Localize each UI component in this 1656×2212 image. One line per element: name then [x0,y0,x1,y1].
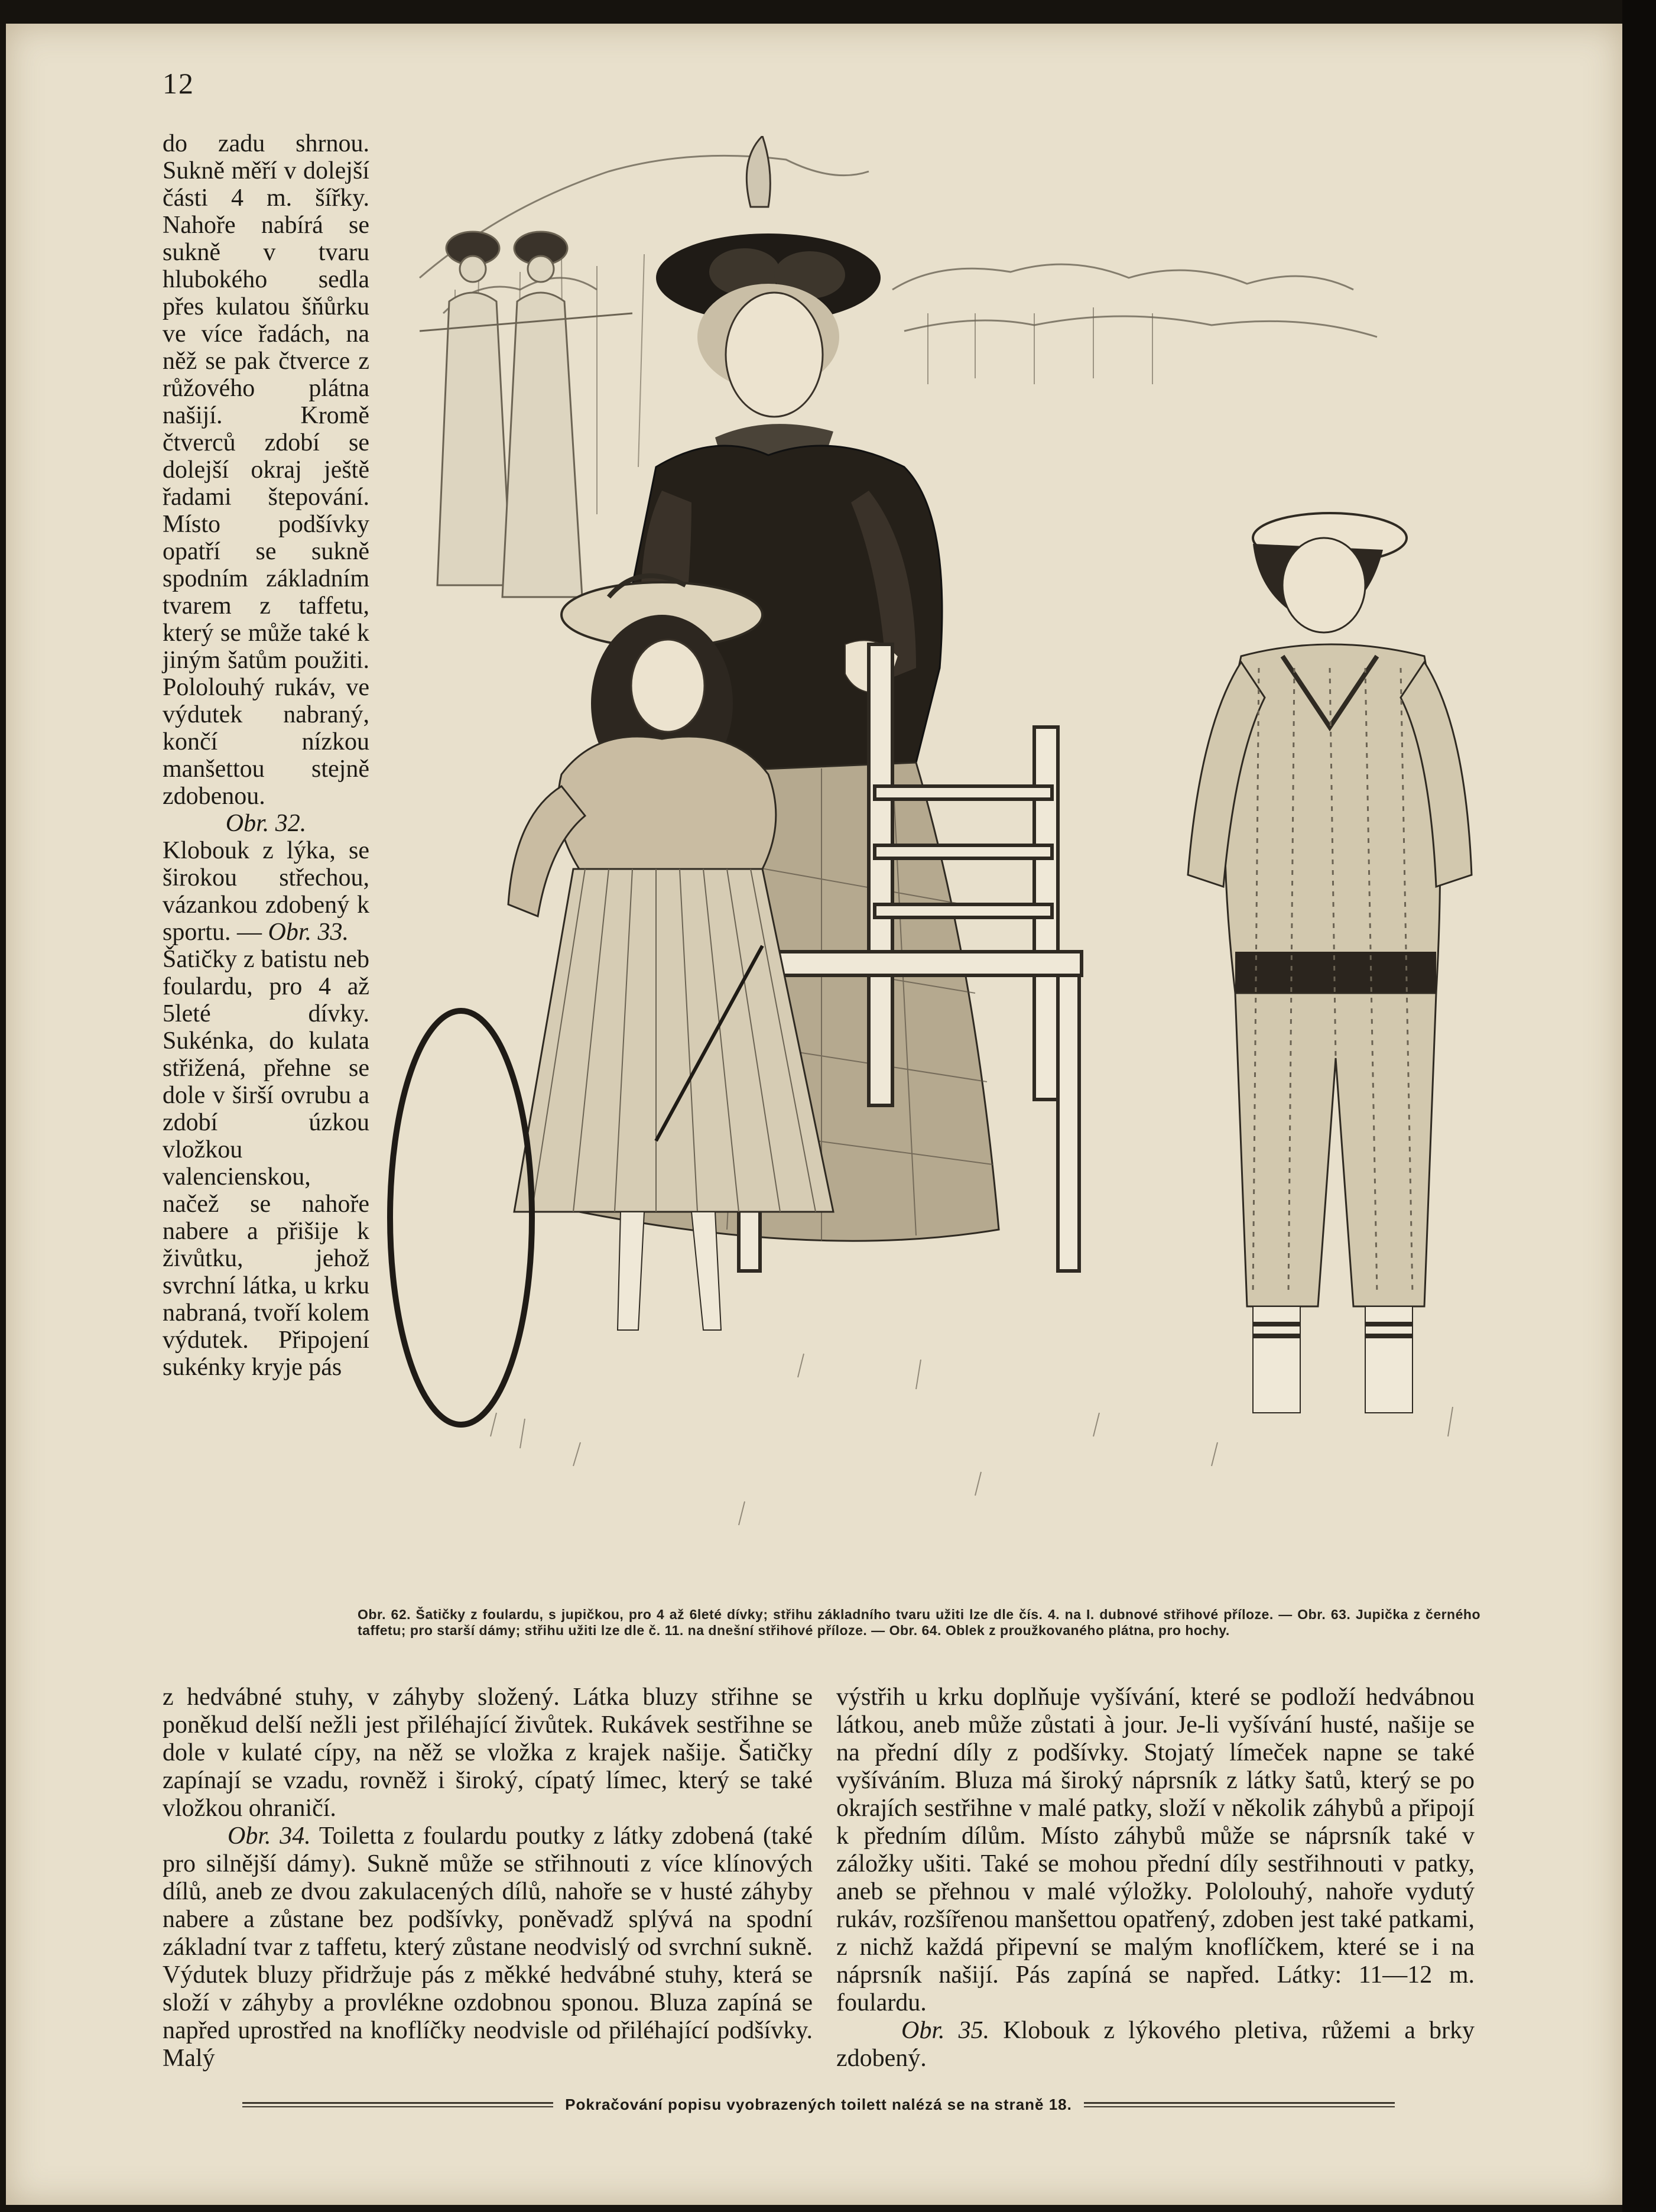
divider [242,2102,553,2107]
divider [1084,2102,1395,2107]
paragraph: Obr. 35. Klobouk z lýkového pletiva, růžemi a brky zdobený. [836,2017,1475,2072]
bottom-right-column [836,1684,1475,2072]
paragraph: Obr. 34. Toiletta z foulardu poutky z látky zdobená (také pro silnější dámy). Sukně může se střihnouti z více klínových dílů, aneb ze dvou zakulacených dílů, nahoře se v husté záhyby nabere a zůstane bez podšívky, poněvadž splývá na spodní základní tvar z taffetu, který zůstane neodvislý od svrchní sukně. Výdutek bluzy přidržuje pás z měkké hedvábné stuhy, která se složí v záhyby a provlékne ozdobnou sponou. Bluza zapíná se napřed uprostřed na knoflíčky neodvisle od přiléhající podšívky. Malý [163,1822,813,2072]
magazine-page [6,24,1622,2205]
continuation-note: Pokračování popisu vyobrazených toilett nalézá se na straně 18. [565,2095,1072,2113]
scan-edge [1622,0,1656,2212]
figure-reference: Obr. 32. [225,810,307,837]
paragraph: výstřih u krku doplňuje vyšívání, které se podloží hedvábnou látkou, aneb může zůstati à jour. Je-li vyšívání husté, našije se na přední díly z podšívky. Stojatý límeček napne se také vyšíváním. Bluza má široký náprsník z látky šatů, který se po okrajích sestřihne v malé patky, složí v několik záhybů a připojí k předním dílům. Místo záhybů může se náprsník také v záložky ušiti. Také se mohou přední díly sestřihnouti v patky, aneb se přehnou v malé výložky. Pololouhý, nahoře vydutý rukáv, rozšířenou manšettou opatřený, zdoben jest také patkami, z nichž každá připevní se malým knoflíčkem, které se i na náprsník našijí. Pás zapíná se napřed. Látky: 11—12 m. foulardu. [836,1684,1475,2016]
bottom-left-column [163,1684,813,2072]
paragraph: do zadu shrnou. Sukně měří v dolejší části 4 m. šířky. Nahoře nabírá se sukně v tvaru hlubokého sedla přes kulatou šňůrku ve více řadách, na něž se pak čtverce z růžového plátna našijí. Kromě čtverců zdobí se dolejší okraj ještě řadami štepování. Místo podšívky opatří se sukně spodním základním tvarem z taffetu, který se může také k jiným šatům použiti. Pololouhý rukáv, ve výdutek nabraný, končí nízkou manšettou stejně zdobenou. [163,130,369,810]
fashion-illustration [384,136,1519,1602]
figure-reference: Obr. 33. [268,919,349,946]
figure-reference: Obr. 35. [901,2017,990,2044]
continuation-footer [242,2093,1395,2116]
left-text-column [163,130,369,1381]
paragraph: z hedvábné stuhy, v záhyby složený. Látka bluzy střihne se poněkud delší nežli jest přiléhající živůtek. Rukávek sestřihne se dole v kulaté cípy, na něž se vložka z krajek našije. Šatičky zapínají se vzadu, rovněž i široký, cípatý límec, který se také vložkou ohraničí. [163,1684,813,1822]
paragraph: Klobouk z lýka, se širokou střechou, vázankou zdobený k sportu. — Obr. 33. [163,837,369,946]
page-number: 12 [163,67,194,100]
figure-reference: Obr. 34. [228,1822,311,1850]
figure-caption: Obr. 62. Šatičky z foulardu, s jupičkou, pro 4 až 6leté dívky; střihu základního tvaru užiti lze dle čís. 4. na I. dubnové střihové příloze. — Obr. 63. Jupička z černého taffetu; pro starší dámy; střihu užiti lze dle č. 11. na dnešní střihové příloze. — Obr. 64. Oblek z proužkovaného plátna, pro hochy. [358,1607,1480,1638]
paragraph: Šatičky z batistu neb foulardu, pro 4 až 5leté dívky. Sukénka, do kulata střižená, přehne se dole v širší ovrubu a zdobí úzkou vložkou valencienskou, načež se nahoře nabere a přišije k živůtku, jehož svrchní látka, u krku nabraná, tvoří kolem výdutek. Připojení sukénky kryje pás [163,946,369,1381]
